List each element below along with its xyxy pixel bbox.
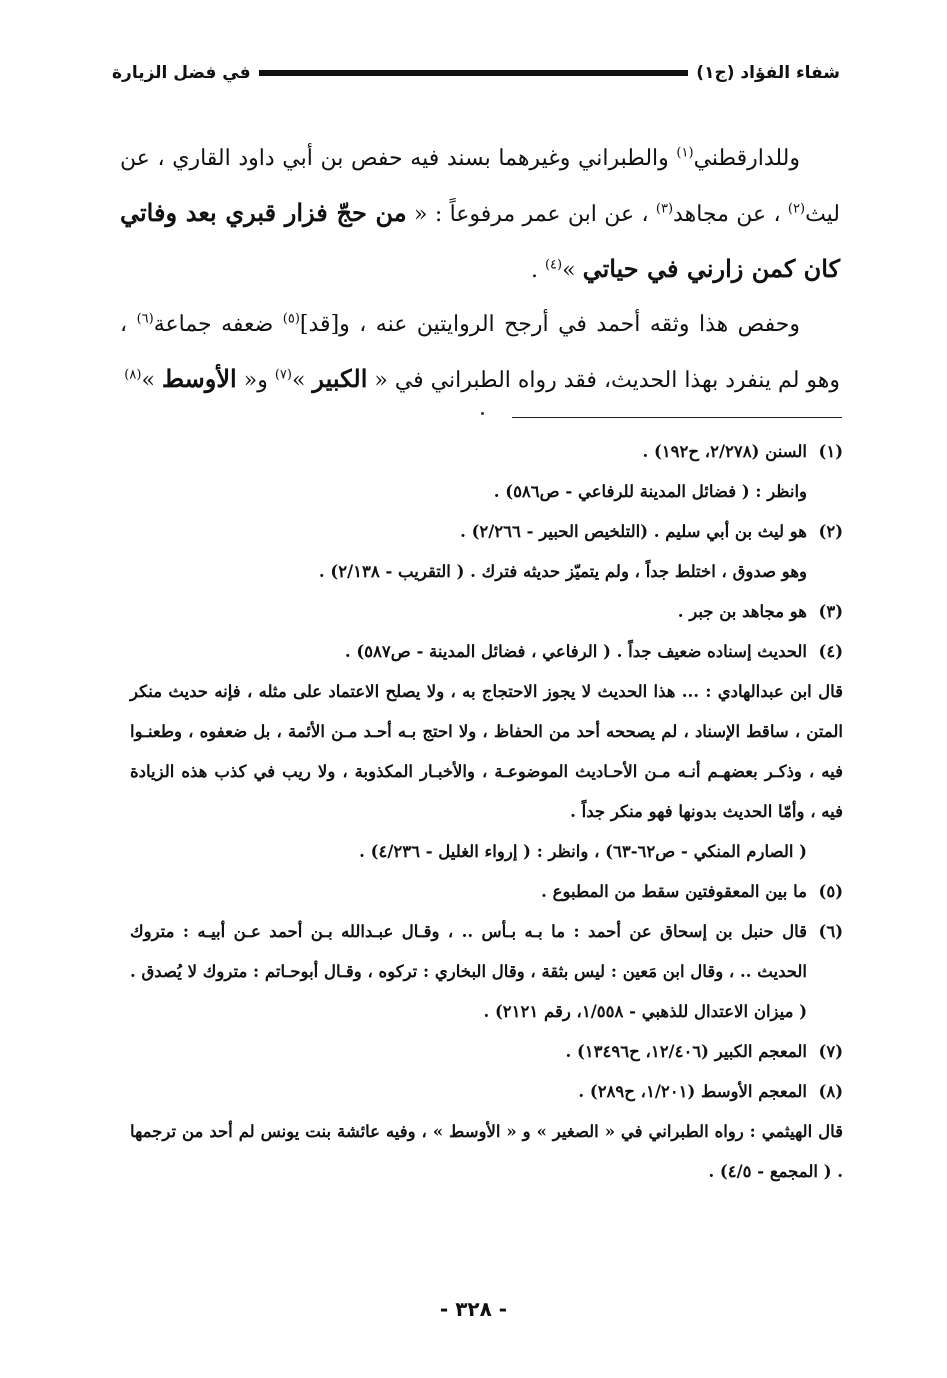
footnote-4	[130, 632, 843, 672]
footnote-text: قال حنبل بن إسحاق عن أحمد : ما بـه بـأس .. ، وقـال عبـدالله بـن أحمد عـن أبيـه : متروك الحديث .. ، وقال ابن مَعين : ليس بثقة ، وقال البخاري : تركوه ، وقـال أبوحـاتم : متروك لا يُصدق . ( ميزان الاعتدال للذهبي - ١/٥٥٨، رقم ٢١٢١) .	[130, 922, 807, 1021]
book-title-awsat: الأوسط	[161, 364, 237, 393]
book-title-kabir: الكبير	[312, 364, 368, 393]
footnote-number: (١)	[818, 442, 843, 461]
text-run: ، وهو لم ينفرد بهذا الحديث، فقد رواه الطبراني في «	[120, 312, 840, 393]
running-header	[112, 58, 840, 88]
footnote-1	[130, 432, 843, 472]
text-run: .	[530, 258, 545, 283]
footnote-number: (٧)	[818, 1042, 843, 1061]
text-run: »	[291, 368, 313, 393]
text-run: »	[141, 368, 162, 393]
footnote-ref-2[interactable]: (٢)	[787, 201, 806, 217]
paragraph-1	[120, 132, 840, 298]
footnote-quote: قال ابن عبدالهادي : ... هذا الحديث لا يجوز الاحتجاج به ، ولا يصلح الاعتماد على مثله ، فإنه حديث منكر المتن ، ساقط الإسناد ، لم يصححه أحد من الحفاظ ، ولا احتج بـه أحـد مـن الأئمة ، بل ضعفوه ، وطعنـوا فيه ، وذكـر بعضهـم أنـه مـن الأحـاديث الموضوعـة ، والأخبـار المكذوبة ، ولا ريب في كذب هذه الزيادة فيه ، وأمّا الحديث بدونها فهو منكر جداً .	[130, 682, 843, 821]
footnote-continuation: وانظر : ( فضائل المدينة للرفاعي - ص٥٨٦) .	[493, 482, 807, 501]
footnote-text: المعجم الكبير (١٢/٤٠٦، ح١٣٤٩٦) .	[565, 1042, 807, 1061]
footnote-text: الحديث إسناده ضعيف جداً . ( الرفاعي ، فضائل المدينة - ص٥٨٧) .	[344, 642, 807, 661]
text-run: والطبراني وغيرهما بسند فيه حفص بن أبي داود القاري ، عن ليث	[120, 146, 841, 227]
text-run: وللدارقطني	[693, 146, 800, 171]
main-text	[120, 132, 840, 408]
footnote-3	[130, 592, 843, 632]
footnote-divider	[512, 417, 842, 418]
footnote-ref-8[interactable]: (٨)	[124, 367, 142, 383]
footnote-ref-7[interactable]: (٧)	[274, 367, 292, 383]
footnote-number: (٣)	[818, 602, 843, 621]
footnote-text: ما بين المعقوفتين سقط من المطبوع .	[541, 882, 807, 901]
footnote-text: هو مجاهد بن جبر .	[677, 602, 807, 621]
footnote-ref-1[interactable]: (١)	[676, 145, 694, 161]
footnote-ref-4[interactable]: (٤)	[544, 257, 563, 273]
footnote-ref-3[interactable]: (٣)	[655, 201, 674, 217]
text-run: ، عن ابن عمر مرفوعاً : «	[406, 202, 656, 227]
footnote-continuation: ( الصارم المنكي - ص٦٢-٦٣) ، وانظر : ( إرواء الغليل - ٤/٢٣٦) .	[359, 842, 807, 861]
footnote-number: (٥)	[818, 882, 843, 901]
header-chapter-title: في فضل الزيارة	[112, 63, 251, 83]
footnote-text: المعجم الأوسط (١/٢٠١، ح٢٨٩) .	[578, 1082, 807, 1101]
paragraph-2	[120, 298, 840, 408]
footnote-number: (٤)	[818, 642, 843, 661]
footnote-continuation: وهو صدوق ، اختلط جداً ، ولم يتميّز حديثه فترك . ( التقريب - ٢/١٣٨) .	[318, 562, 807, 581]
text-run: و«	[236, 368, 275, 393]
footnote-7	[130, 1032, 843, 1072]
stray-mark	[481, 412, 484, 415]
text-run: ، عن مجاهد	[673, 202, 788, 227]
footnote-number: (٢)	[818, 522, 843, 541]
footnote-5	[130, 872, 843, 912]
footnotes	[130, 432, 843, 1192]
hadith-text: من حجّ فزار قبري بعد وفاتي كان كمن زارني في حياتي	[120, 198, 840, 283]
footnote-text: هو ليث بن أبي سليم . (التلخيص الحبير - ٢/٢٦٦) .	[460, 522, 807, 541]
text-run: وحفص هذا وثقه أحمد في أرجح الروايتين عنه ، و[قد]	[299, 312, 800, 337]
text-run: ضعفه جماعة	[153, 312, 283, 337]
header-rule	[259, 70, 689, 76]
footnote-text: السنن (٢/٢٧٨، ح١٩٢) .	[642, 442, 807, 461]
footnote-ref-5[interactable]: (٥)	[282, 311, 300, 327]
footnote-quote: قال الهيثمي : رواه الطبراني في « الصغير » و « الأوسط » ، وفيه عائشة بنت يونس لم أحد من ترجمها . ( المجمع - ٤/٥) .	[130, 1122, 843, 1181]
footnote-number: (٨)	[818, 1082, 843, 1101]
footnote-number: (٦)	[818, 922, 843, 941]
header-book-title: شفاء الفؤاد (ج١)	[696, 63, 840, 83]
footnote-2	[130, 512, 843, 552]
text-run: »	[562, 258, 583, 283]
footnote-8	[130, 1072, 843, 1112]
page-number: - ٣٢٨ -	[439, 1297, 508, 1321]
footnote-ref-6[interactable]: (٦)	[136, 311, 154, 327]
footnote-6	[130, 912, 843, 1032]
